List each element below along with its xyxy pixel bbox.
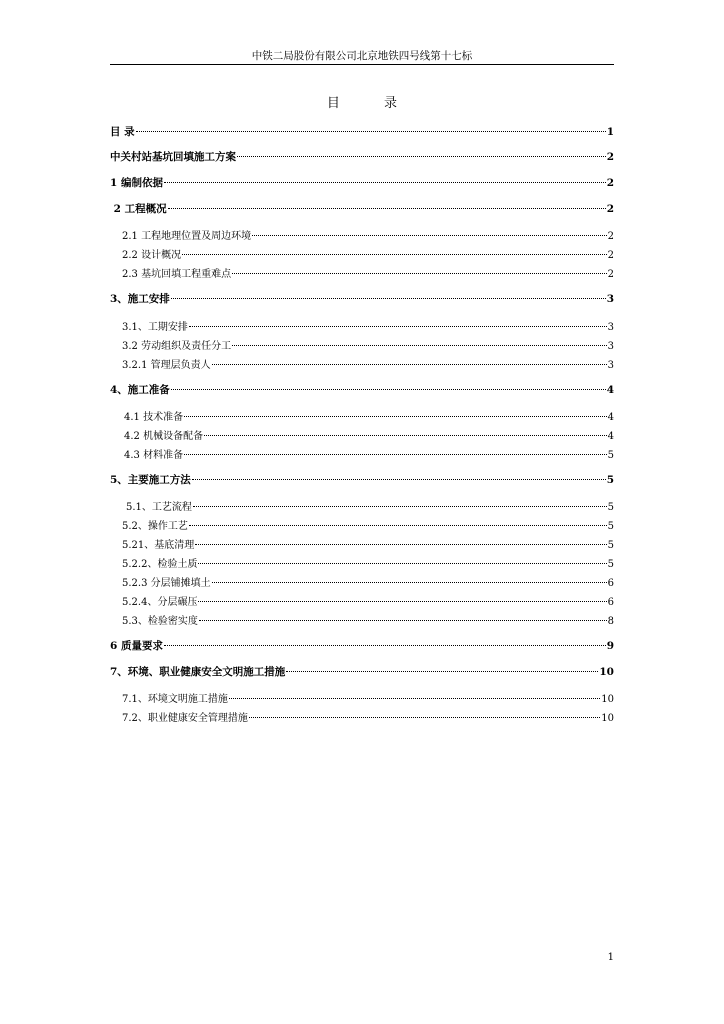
toc-entry-page: 6	[607, 597, 614, 608]
toc-entry-page: 10	[601, 713, 614, 724]
toc-entry-label: 3.2.1 管理层负责人	[122, 360, 211, 371]
toc-leader-dots	[198, 563, 606, 564]
toc-entry-label: 3.2 劳动组织及责任分工	[122, 341, 232, 352]
toc-entry[interactable]	[110, 227, 614, 243]
toc-entry[interactable]	[110, 690, 614, 706]
toc-entry-page: 6	[607, 578, 614, 589]
toc-entry[interactable]	[110, 664, 614, 680]
toc-entry[interactable]	[110, 356, 614, 372]
toc-leader-dots	[171, 389, 606, 390]
toc-entry[interactable]	[110, 472, 614, 488]
toc-entry-page: 5	[607, 540, 614, 551]
toc-entry[interactable]	[110, 446, 614, 462]
toc-leader-dots	[286, 671, 598, 672]
toc-entry-page: 2	[607, 231, 614, 242]
toc-leader-dots	[193, 506, 607, 507]
toc-entry-label: 5.3、检验密实度	[122, 616, 198, 627]
toc-leader-dots	[192, 479, 606, 480]
toc-entry-label: 4.2 机械设备配备	[124, 431, 204, 442]
toc-entry-page: 4	[606, 384, 614, 396]
toc-entry[interactable]	[110, 318, 614, 334]
toc-leader-dots	[195, 544, 606, 545]
toc-entry-page: 4	[607, 412, 614, 423]
toc-leader-dots	[204, 435, 607, 436]
toc-entry[interactable]	[110, 638, 614, 654]
toc-entry-label: 6 质量要求	[110, 640, 163, 652]
toc-entry-label: 2.3 基坑回填工程重难点	[122, 269, 232, 280]
toc-leader-dots	[182, 254, 607, 255]
toc-entry[interactable]	[110, 124, 614, 140]
toc-entry-label: 2.2 设计概况	[122, 250, 182, 261]
toc-leader-dots	[168, 208, 606, 209]
toc-entry-label: 5.2、操作工艺	[122, 521, 188, 532]
toc-entry-label: 5.2.4、分层碾压	[122, 597, 198, 608]
toc-entry[interactable]	[110, 382, 614, 398]
toc-entry-page: 5	[607, 450, 614, 461]
toc-entry[interactable]	[110, 265, 614, 281]
toc-leader-dots	[229, 698, 600, 699]
toc-entry-label: 3.1、工期安排	[122, 322, 188, 333]
toc-entry-label: 5、主要施工方法	[110, 474, 191, 486]
toc-entry-label: 7.1、环境文明施工措施	[122, 694, 228, 705]
toc-entry-page: 2	[607, 250, 614, 261]
toc-entry-label: 5.2.2、检验土质	[122, 559, 198, 570]
toc-entry-page: 10	[601, 694, 614, 705]
toc-entry-page: 5	[607, 521, 614, 532]
toc-entry[interactable]	[110, 709, 614, 725]
toc-leader-dots	[189, 326, 607, 327]
toc-entry[interactable]	[110, 593, 614, 609]
toc-entry-page: 3	[607, 360, 614, 371]
toc-entry-page: 5	[607, 502, 614, 513]
toc-leader-dots	[212, 582, 607, 583]
toc-leader-dots	[184, 454, 607, 455]
toc-entry[interactable]	[110, 517, 614, 533]
toc-leader-dots	[232, 345, 607, 346]
toc-entry-page: 3	[607, 322, 614, 333]
toc-entry-page: 2	[607, 269, 614, 280]
toc-entry[interactable]	[110, 337, 614, 353]
toc-entry-page: 1	[606, 126, 614, 138]
toc-leader-dots	[249, 717, 600, 718]
page-header: 中铁二局股份有限公司北京地铁四号线第十七标	[251, 50, 473, 62]
toc-entry-page: 5	[606, 474, 614, 486]
page-number: 1	[607, 952, 614, 963]
toc-entry[interactable]	[110, 149, 614, 165]
toc-entry[interactable]	[110, 555, 614, 571]
toc-leader-dots	[136, 131, 606, 132]
toc-entry-page: 3	[607, 341, 614, 352]
toc-entry-page: 2	[606, 177, 614, 189]
toc-entry-label: 4.3 材料准备	[124, 450, 184, 461]
toc-entry-label: 2.1 工程地理位置及周边环境	[122, 231, 252, 242]
toc-leader-dots	[189, 525, 607, 526]
toc-entry-page: 4	[607, 431, 614, 442]
toc-entry-label: 4、施工准备	[110, 384, 170, 396]
toc-entry[interactable]	[110, 246, 614, 262]
toc-entry-page: 5	[607, 559, 614, 570]
toc-leader-dots	[198, 601, 606, 602]
toc-entry-page: 3	[606, 293, 614, 305]
toc-entry-page: 2	[606, 151, 614, 163]
toc-entry[interactable]	[110, 291, 614, 307]
toc-entry[interactable]	[110, 536, 614, 552]
toc-entry[interactable]	[110, 408, 614, 424]
toc-leader-dots	[164, 182, 606, 183]
toc-leader-dots	[199, 620, 607, 621]
toc-leader-dots	[232, 273, 607, 274]
toc-entry-label: 4.1 技术准备	[124, 412, 184, 423]
toc-entry-label: 目 录	[110, 126, 135, 138]
toc-entry-label: 2 工程概况	[110, 203, 167, 215]
toc-entry[interactable]	[110, 612, 614, 628]
toc-entry-label: 5.1、工艺流程	[126, 502, 192, 513]
toc-leader-dots	[237, 156, 606, 157]
toc-entry-label: 1 编制依据	[110, 177, 163, 189]
toc-entry-label: 7.2、职业健康安全管理措施	[122, 713, 248, 724]
header-rule	[110, 64, 614, 65]
toc-entry[interactable]	[110, 175, 614, 191]
toc-title: 目 录	[326, 96, 418, 111]
toc-leader-dots	[164, 645, 606, 646]
toc-entry-label: 7、环境、职业健康安全文明施工措施	[110, 666, 286, 678]
toc-entry-page: 9	[606, 640, 614, 652]
toc-leader-dots	[252, 235, 607, 236]
toc-entry[interactable]	[110, 498, 614, 514]
toc-entry[interactable]	[110, 201, 614, 217]
toc-entry[interactable]	[110, 427, 614, 443]
toc-entry-label: 5.21、基底清理	[122, 540, 195, 551]
toc-leader-dots	[171, 298, 606, 299]
toc-entry[interactable]	[110, 574, 614, 590]
toc-entry-label: 5.2.3 分层铺摊填土	[122, 578, 211, 589]
toc-leader-dots	[212, 364, 607, 365]
toc-entry-label: 3、施工安排	[110, 293, 170, 305]
toc-entry-label: 中关村站基坑回填施工方案	[110, 151, 236, 163]
toc-entry-page: 2	[606, 203, 614, 215]
toc-entry-page: 10	[599, 666, 614, 678]
toc-leader-dots	[184, 416, 607, 417]
toc-entry-page: 8	[607, 616, 614, 627]
